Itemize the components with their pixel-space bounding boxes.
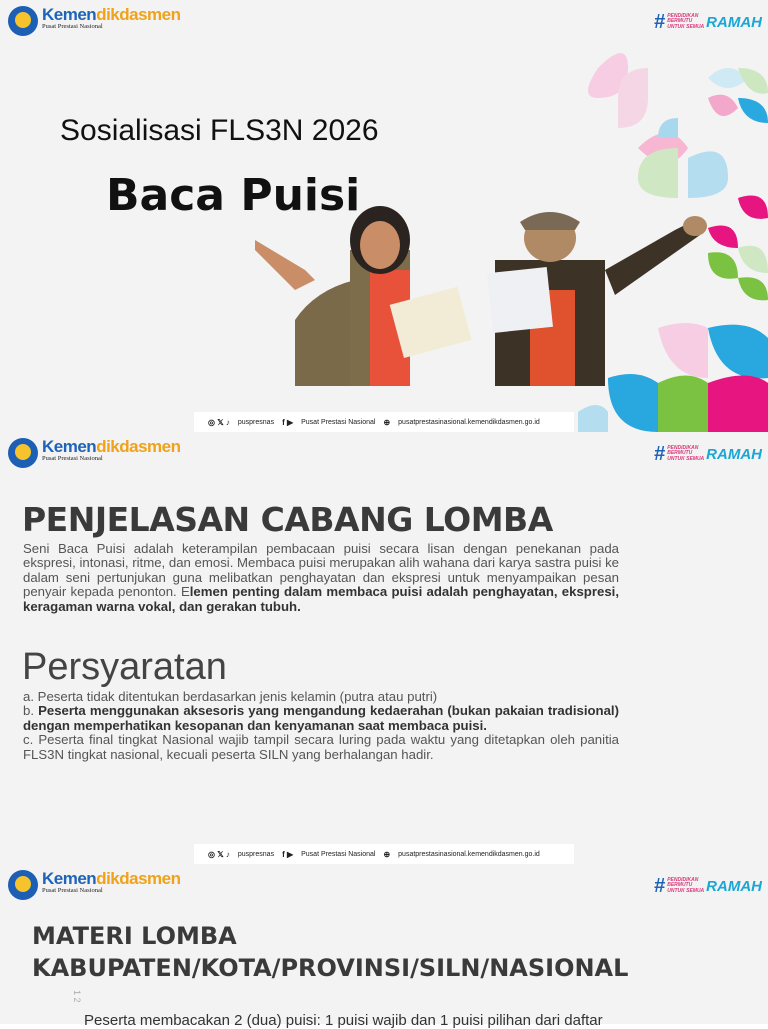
social-handle: puspresnas [237,418,275,426]
description-emphasis: lemen penting dalam membaca puisi adalah penghayatan, ekspresi, keragaman warna vokal, dan gerakan tubuh. [23,584,619,614]
instagram-x-tiktok-icon: ◎ 𝕏 ♪ [208,849,230,859]
ramah-tag-3: UNTUK SEMUA [667,23,705,30]
ramah-badge [654,444,762,464]
ramah-word: RAMAH [706,13,762,31]
requirement-b [23,704,619,733]
requirement-a: a. Peserta tidak ditentukan berdasarkan jenis kelamin (putra atau putri) [23,689,438,704]
side-number: 1 2 [72,990,82,1003]
logo-name-highlight: dikdasmen [96,5,181,24]
description-text: Seni Baca Puisi adalah keterampilan pembacaan puisi secara lisan dengan penekanan pada ekspresi, intonasi, ritme, dan emosi. Membaca puisi merupakan alih wahana dari karya sastra puisi ke dalam seni pertunjukan guna melibatkan penghayatan dan ekspresi untuk menyampaikan pesan penyair kepada penonton. E [23,541,619,600]
requirement-c: c. Peserta final tingkat Nasional wajib tampil secara luring pada waktu yang ditetapkan oleh panitia FLS3N tingkat nasional, kecuali peserta SILN yang berhalangan hadir. [23,732,619,762]
requirements-list [23,690,619,762]
ramah-word: RAMAH [706,877,762,895]
ramah-badge [654,12,762,32]
hash-icon: # [654,875,666,897]
ramah-tag-1: PENDIDIKAN [667,13,699,20]
ramah-tag-2: BERMUTU [667,450,693,457]
cover-title: Baca Puisi [106,170,361,221]
social-footer [194,412,574,432]
kemendikdasmen-logo [8,6,181,36]
logo-name-main: Kemen [42,869,97,888]
section-title: PENJELASAN CABANG LOMBA [22,500,553,539]
instagram-x-tiktok-icon: ◎ 𝕏 ♪ [208,417,230,427]
slide-cover [0,0,768,432]
ramah-tag-2: BERMUTU [667,18,693,25]
requirement-b-text: Peserta menggunakan aksesoris yang mengandung kedaerahan (bukan pakaian tradisional) dengan memperhatikan kesopanan dan kenyamanan saat membaca puisi. [23,703,619,733]
logo-name-highlight: dikdasmen [96,437,181,456]
ramah-badge [654,876,762,896]
logo-name-main: Kemen [42,5,97,24]
logo-subtitle: Pusat Prestasi Nasional [42,23,103,30]
social-website[interactable]: pusatprestasinasional.kemendikdasmen.go.id [398,418,540,426]
logo-subtitle: Pusat Prestasi Nasional [42,455,103,462]
ramah-word: RAMAH [706,445,762,463]
kemendikdasmen-logo [8,870,181,900]
ramah-tag-3: UNTUK SEMUA [667,455,705,462]
globe-icon: ⊕ [383,849,391,859]
social-name: Pusat Prestasi Nasional [301,418,376,426]
facebook-youtube-icon: f ▶ [282,417,294,427]
ramah-tag-1: PENDIDIKAN [667,877,699,884]
logo-subtitle: Pusat Prestasi Nasional [42,887,103,894]
ramah-tag-3: UNTUK SEMUA [667,887,705,894]
kemendikdasmen-logo [8,438,181,468]
hash-icon: # [654,11,666,33]
logo-name-main: Kemen [42,437,97,456]
ramah-tag-1: PENDIDIKAN [667,445,699,452]
logo-name-highlight: dikdasmen [96,869,181,888]
materi-title-line1: MATERI LOMBA [32,922,237,950]
globe-icon: ⊕ [383,417,391,427]
ramah-tag-2: BERMUTU [667,882,693,889]
social-footer [194,844,574,864]
social-name: Pusat Prestasi Nasional [301,850,376,858]
materi-title [32,920,628,984]
social-handle: puspresnas [237,850,275,858]
description-paragraph [23,542,619,614]
facebook-youtube-icon: f ▶ [282,849,294,859]
social-website[interactable]: pusatprestasinasional.kemendikdasmen.go.id [398,850,540,858]
poetry-performers-photo [255,200,715,386]
emblem-icon [8,6,38,36]
hash-icon: # [654,443,666,465]
requirements-heading: Persyaratan [22,646,227,688]
cover-subtitle: Sosialisasi FLS3N 2026 [60,114,379,147]
emblem-icon [8,438,38,468]
materi-body: Peserta membacakan 2 (dua) puisi: 1 puisi wajib dan 1 puisi pilihan dari daftar [84,1012,603,1029]
requirement-b-prefix: b. [23,703,39,719]
emblem-icon [8,870,38,900]
materi-title-line2: KABUPATEN/KOTA/PROVINSI/SILN/NASIONAL [32,954,629,982]
